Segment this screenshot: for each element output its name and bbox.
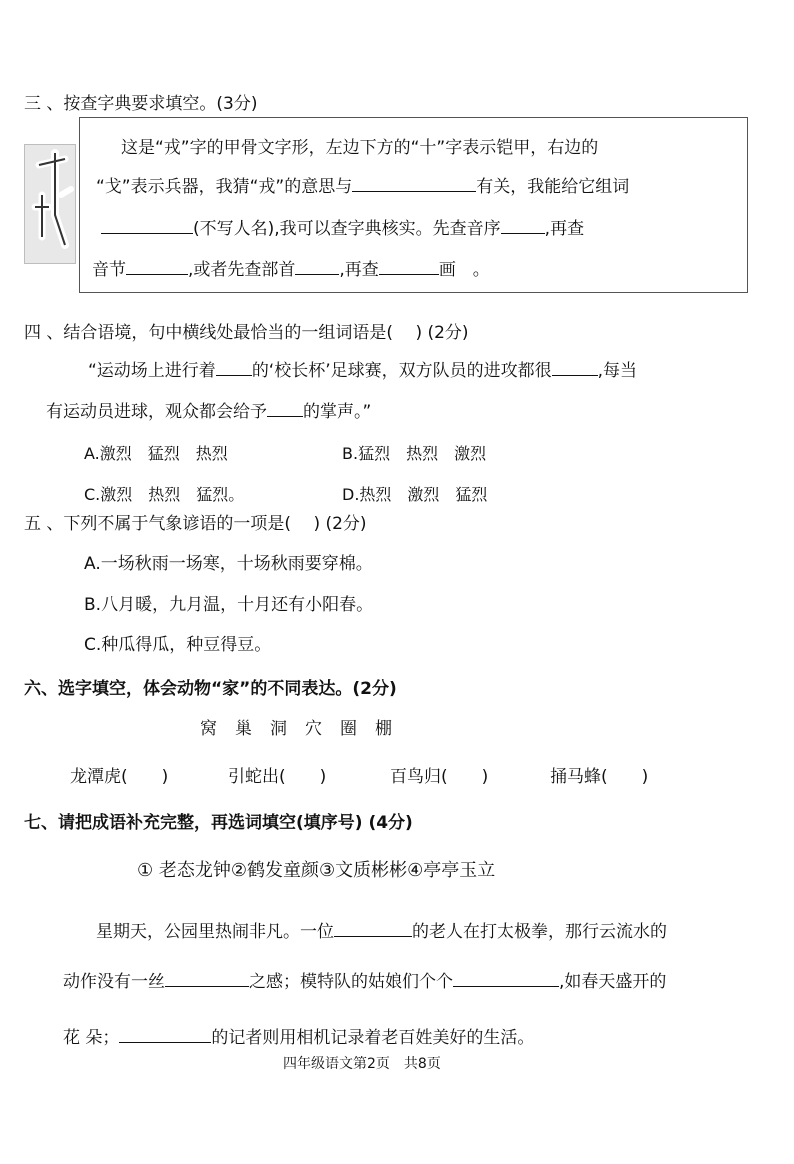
blank-idiom-4[interactable] (119, 1024, 211, 1043)
section6-item-3[interactable]: 百鸟归( ) (390, 767, 489, 787)
blank-idiom-1[interactable] (334, 918, 412, 937)
section5-option-c[interactable]: C.种瓜得瓜，种豆得豆。 (84, 635, 272, 655)
section7-para-line3: 花 朵； 的记者则用相机记录着老百姓美好的生活。 (63, 1023, 534, 1048)
blank-2[interactable] (552, 357, 598, 376)
char-option: 棚 (375, 719, 392, 739)
blank-strokes[interactable] (379, 256, 439, 275)
section3-line2: “戈”表示兵器，我猜“戎”的意思与 有关，我能给它组词 (96, 172, 629, 197)
section6-heading: 六、选字填空，体会动物“家”的不同表达。(2分) (24, 679, 397, 699)
section4-option-c[interactable]: C.激烈 热烈 猛烈。 (84, 485, 245, 504)
section4-sentence-line2: 有运动员进球，观众都会给予 的掌声。” (46, 397, 371, 422)
section5-heading: 五 、下列不属于气象谚语的一项是( ) (2分) (24, 514, 367, 534)
blank-meaning[interactable] (352, 173, 476, 192)
section4-option-d[interactable]: D.热烈 激烈 猛烈 (342, 485, 488, 504)
blank-1[interactable] (216, 357, 252, 376)
char-option: 巢 (235, 719, 252, 739)
section7-para-line1: 星期天，公园里热闹非凡。一位 的老人在打太极拳，那行云流水的 (96, 917, 667, 942)
blank-radical[interactable] (295, 256, 339, 275)
section6-item-4[interactable]: 捅马蜂( ) (550, 767, 649, 787)
section3-line4: 音节 ,或者先查部首 ,再查 画 。 (92, 255, 490, 280)
char-option: 穴 (305, 719, 322, 739)
blank-3[interactable] (267, 398, 303, 417)
blank-idiom-2[interactable] (165, 968, 249, 987)
section4-heading: 四 、结合语境，句中横线处最恰当的一组词语是( ) (2分) (24, 323, 469, 343)
section5-option-b[interactable]: B.八月暖，九月温，十月还有小阳春。 (84, 595, 374, 615)
blank-syllable[interactable] (126, 256, 188, 275)
blank-phonetic-order[interactable] (501, 215, 545, 234)
page-footer: 四年级语文第2页 共8页 (283, 1056, 441, 1072)
section4-option-b[interactable]: B.猛烈 热烈 激烈 (342, 444, 487, 463)
section5-option-a[interactable]: A.一场秋雨一场寒，十场秋雨要穿棉。 (84, 554, 373, 574)
char-option: 窝 (200, 719, 217, 739)
section7-para-line2: 动作没有一丝 之感；模特队的姑娘们个个 ,如春天盛开的 (63, 967, 666, 992)
section4-sentence-line1: “运动场上进行着 的‘校长杯’足球赛，双方队员的进攻都很 ,每当 (88, 356, 637, 381)
section6-char-bank (200, 714, 392, 739)
char-option: 洞 (270, 719, 287, 739)
section3-line1: 这是“戎”字的甲骨文字形，左边下方的“十”字表示铠甲，右边的 (121, 138, 599, 158)
oracle-bone-glyph-icon (24, 144, 76, 264)
section6-item-2[interactable]: 引蛇出( ) (228, 767, 327, 787)
section3-heading: 三 、按查字典要求填空。(3分) (24, 94, 258, 114)
section7-idiom-list: ① 老态龙钟②鹤发童颜③文质彬彬④亭亭玉立 (137, 860, 496, 881)
blank-word[interactable] (101, 215, 193, 234)
section7-heading: 七、请把成语补充完整，再选词填空(填序号) (4分) (24, 813, 413, 833)
section3-line3: (不写人名),我可以查字典核实。先查音序 ,再查 (101, 214, 584, 239)
section4-option-a[interactable]: A.激烈 猛烈 热烈 (84, 444, 228, 463)
section6-item-1[interactable]: 龙潭虎( ) (70, 767, 169, 787)
blank-idiom-3[interactable] (453, 968, 559, 987)
char-option: 圈 (340, 719, 357, 739)
